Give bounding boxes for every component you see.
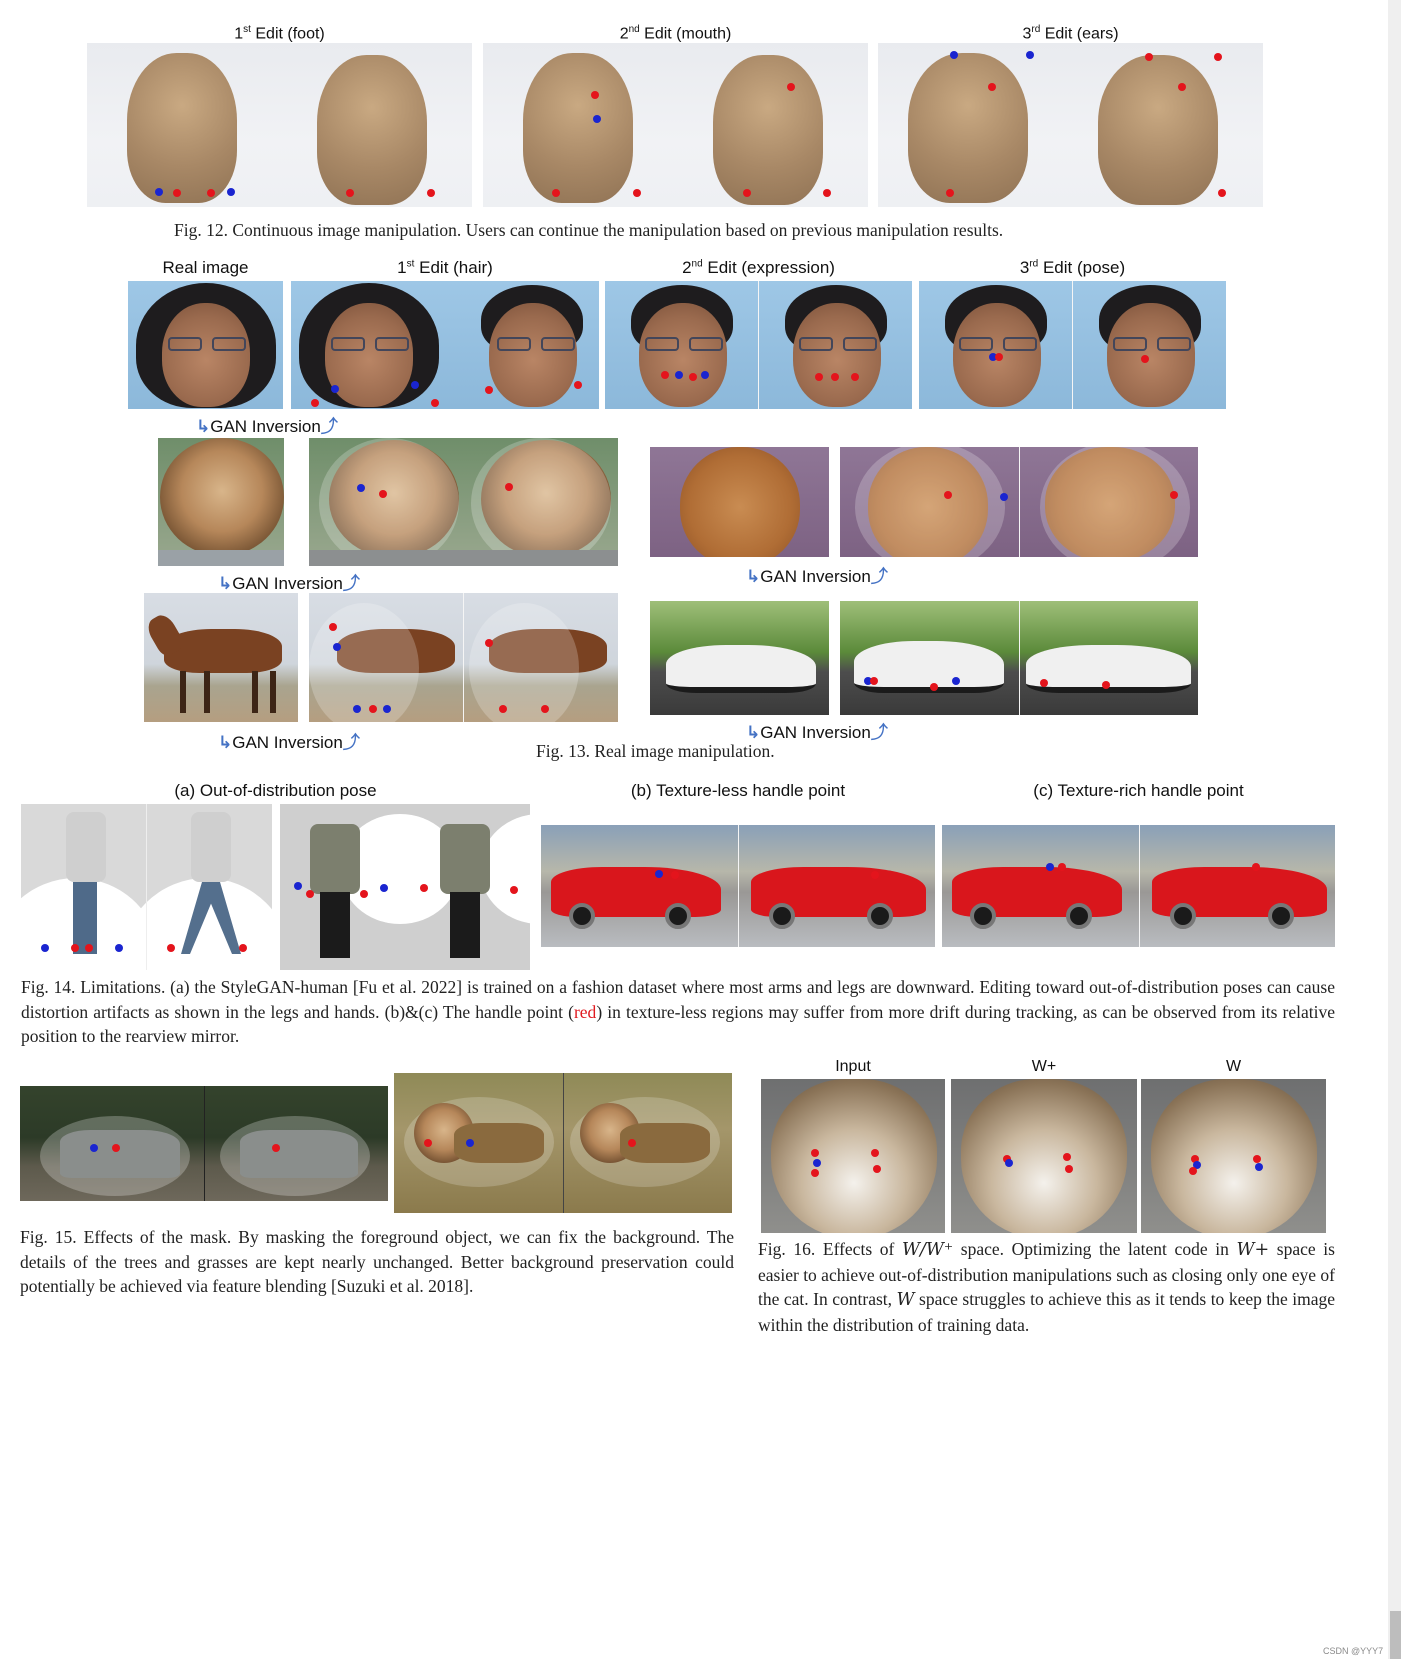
fig16-header-w: W bbox=[1225, 1058, 1242, 1075]
header-sup: rd bbox=[1029, 258, 1039, 270]
arrow-up-icon: ⤴ bbox=[870, 567, 888, 586]
header-sup: nd bbox=[691, 258, 703, 270]
header-text: Edit (pose) bbox=[1038, 258, 1126, 277]
fig13-header-pose bbox=[919, 258, 1226, 278]
fig14-header-a: (a) Out-of-distribution pose bbox=[174, 781, 377, 800]
fig16-header-input: Input bbox=[835, 1058, 871, 1075]
fig13-pose-edit-image bbox=[919, 281, 1226, 409]
arrow-up-icon: ⤴ bbox=[870, 723, 888, 742]
caption-text: space is easier to achieve out-of-distribution manipulations such as closing only one eye of the cat. In contrast, bbox=[758, 1239, 1335, 1309]
arrow-up-icon: ⤴ bbox=[320, 417, 338, 436]
caption-math: W+ bbox=[1236, 1240, 1270, 1260]
fig13-dog-real-image bbox=[650, 447, 829, 557]
fig13-horse-real-image bbox=[144, 593, 298, 722]
fig12-dog-foot-edit-image bbox=[87, 43, 472, 207]
fig13-caption: Fig. 13. Real image manipulation. bbox=[536, 741, 775, 761]
gan-inversion-text: GAN Inversion bbox=[232, 733, 343, 752]
fig12-header-1 bbox=[87, 24, 472, 43]
caption-text: ) in texture-less regions may suffer from more drift during tracking, as can be observed from its relative position to the rearview mirror. bbox=[21, 1001, 1335, 1046]
watermark: CSDN @YYY7 bbox=[1323, 1646, 1384, 1656]
fig13-real-face-image bbox=[128, 281, 283, 409]
fig14-header-b: (b) Texture-less handle point bbox=[630, 781, 846, 800]
fig14-person-arms-image bbox=[280, 804, 530, 970]
arrow-down-right-icon: ↳ bbox=[196, 417, 211, 436]
fig13-header-hair bbox=[291, 258, 599, 278]
fig13-lion-real-image bbox=[158, 438, 284, 566]
fig15-caption: Fig. 15. Effects of the mask. By masking the foreground object, we can fix the background. The details of the trees and grasses are kept nearly unchanged. Better background preservation could potentially be achieved via feature blending [Suzuki et al. 2018]. bbox=[20, 1227, 734, 1296]
fig13-header-real bbox=[128, 258, 283, 278]
fig13-car-edit-image bbox=[840, 601, 1198, 715]
caption-math: W/W⁺ bbox=[902, 1240, 954, 1260]
fig16-header-wplus: W+ bbox=[1031, 1058, 1057, 1075]
fig14-header-c: (c) Texture-rich handle point bbox=[1033, 781, 1244, 800]
fig12-caption: Fig. 12. Continuous image manipulation. Users can continue the manipulation based on previous manipulation results. bbox=[174, 220, 1004, 240]
vertical-scrollbar-thumb[interactable] bbox=[1390, 1611, 1401, 1659]
fig12-header-3 bbox=[878, 24, 1263, 43]
header-text: 1 bbox=[234, 25, 244, 43]
fig15-lion-mask-image bbox=[394, 1073, 732, 1213]
gan-inversion-label-dog bbox=[746, 562, 888, 587]
caption-text: space struggles to achieve this as it tends to keep the image within the distribution of training data. bbox=[758, 1289, 1335, 1335]
fig13-header-expression bbox=[605, 258, 912, 278]
arrow-up-icon: ⤴ bbox=[342, 574, 360, 593]
fig13-lion-edit-image bbox=[309, 438, 618, 566]
fig12-dog-mouth-edit-image bbox=[483, 43, 868, 207]
header-sup: st bbox=[243, 24, 251, 35]
gan-inversion-label-face bbox=[196, 412, 338, 437]
gan-inversion-text: GAN Inversion bbox=[210, 417, 321, 436]
fig13-horse-edit-image bbox=[309, 593, 618, 722]
fig15-car-mask-image bbox=[20, 1086, 388, 1201]
fig14-person-legs-image bbox=[21, 804, 272, 970]
fig16-cat-w-image bbox=[1141, 1079, 1326, 1233]
header-text: 3 bbox=[1022, 25, 1032, 43]
fig14-texture-rich-car-image bbox=[942, 825, 1335, 947]
header-sup: rd bbox=[1031, 24, 1041, 35]
header-text: Edit (ears) bbox=[1040, 25, 1119, 43]
caption-text: space. Optimizing the latent code in bbox=[953, 1239, 1237, 1259]
fig16-cat-wplus-image bbox=[951, 1079, 1137, 1233]
header-text: Real image bbox=[162, 258, 249, 277]
arrow-down-right-icon: ↳ bbox=[746, 723, 761, 742]
header-text: 3 bbox=[1019, 258, 1030, 277]
arrow-down-right-icon: ↳ bbox=[218, 574, 233, 593]
header-text: Edit (mouth) bbox=[639, 25, 732, 43]
header-text: 2 bbox=[682, 258, 692, 277]
header-sup: st bbox=[406, 258, 415, 270]
caption-text: Fig. 14. Limitations. (a) the StyleGAN-human [Fu et al. 2022] is trained on a fashion dataset where most arms and legs are downward. Editing toward out-of-distribution poses can cause distortion artifacts as shown in the legs and hands. (b)&(c) The handle point ( bbox=[21, 977, 1335, 1022]
fig13-dog-edit-image bbox=[840, 447, 1198, 557]
fig13-expression-edit-image bbox=[605, 281, 912, 409]
caption-red-word: red bbox=[573, 1001, 597, 1022]
arrow-up-icon: ⤴ bbox=[342, 733, 360, 752]
fig13-hair-edit-image bbox=[291, 281, 599, 409]
header-text: Edit (hair) bbox=[414, 258, 493, 277]
fig13-car-real-image bbox=[650, 601, 829, 715]
fig12-dog-ears-edit-image bbox=[878, 43, 1263, 207]
gan-inversion-text: GAN Inversion bbox=[232, 574, 343, 593]
vertical-scrollbar-track[interactable] bbox=[1388, 0, 1401, 1659]
header-text: Edit (expression) bbox=[702, 258, 835, 277]
gan-inversion-text: GAN Inversion bbox=[760, 723, 871, 742]
gan-inversion-text: GAN Inversion bbox=[760, 567, 871, 586]
fig14-caption bbox=[21, 975, 1335, 1049]
header-text: 2 bbox=[619, 25, 629, 43]
fig12-header-2 bbox=[483, 24, 868, 43]
header-sup: nd bbox=[628, 24, 640, 35]
fig16-caption bbox=[758, 1237, 1335, 1337]
gan-inversion-label-horse bbox=[218, 728, 360, 753]
caption-math: W bbox=[896, 1290, 915, 1310]
arrow-down-right-icon: ↳ bbox=[218, 733, 233, 752]
arrow-down-right-icon: ↳ bbox=[746, 567, 761, 586]
fig14-texture-less-car-image bbox=[541, 825, 935, 947]
gan-inversion-label-lion bbox=[218, 569, 360, 594]
caption-text: Fig. 16. Effects of bbox=[758, 1239, 902, 1259]
fig16-cat-input-image bbox=[761, 1079, 945, 1233]
header-text: Edit (foot) bbox=[250, 25, 325, 43]
header-text: 1 bbox=[397, 258, 407, 277]
